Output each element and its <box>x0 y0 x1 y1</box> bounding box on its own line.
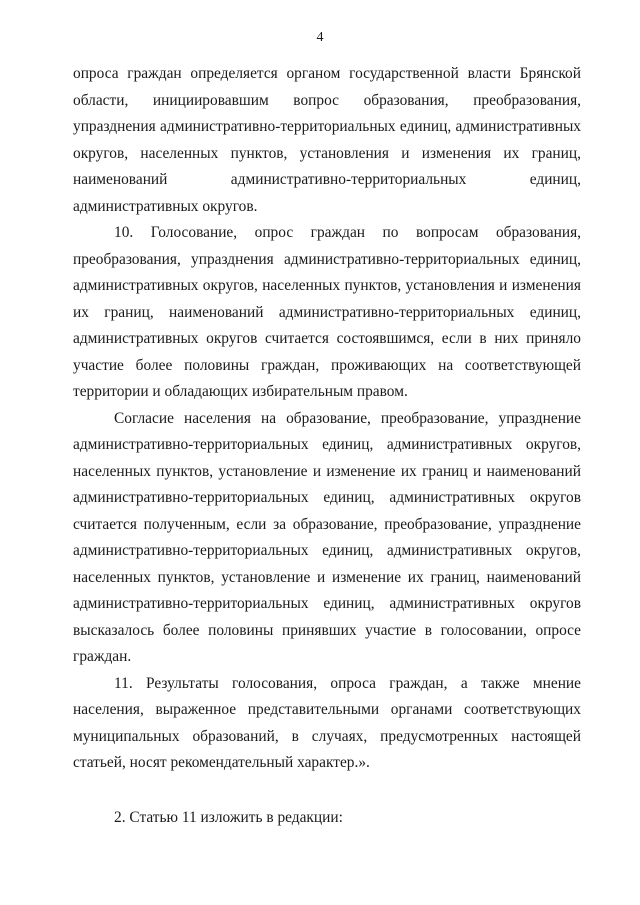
paragraph-item-10: 10. Голосование, опрос граждан по вопросам образования, преобразования, упразднения административно-территориальных единиц, административных округов, населенных пунктов, установления и изменения их границ, наименований административно-территориальных единиц, административных округов считается состоявшимся, если в них приняло участие более половины граждан, проживающих на соответствующей территории и обладающих избирательным правом. <box>73 224 581 400</box>
page-number: 4 <box>316 30 324 45</box>
document-body <box>73 61 581 831</box>
paragraph-item-11: 11. Результаты голосования, опроса граждан, а также мнение населения, выраженное представительными органами соответствующих муниципальных образований, в случаях, предусмотренных настоящей статьей, носят рекомендательный характер.». <box>73 674 581 771</box>
paragraph-consent: Согласие населения на образование, преобразование, упразднение административно-территориальных единиц, административных округов, населенных пунктов, установление и изменение их границ и наименований административно-территориальных единиц, административных округов считается полученным, если за образование, преобразование, упразднение административно-территориальных единиц, административных округов, населенных пунктов, установление и изменение их границ, наименований административно-территориальных единиц, административных округов высказалось более половины принявших участие в голосовании, опросе граждан. <box>73 409 581 665</box>
paragraph-amendment-2: 2. Статью 11 изложить в редакции: <box>114 808 343 826</box>
paragraph-continuation: опроса граждан определяется органом государственной власти Брянской области, инициировавшим вопрос образования, преобразования, упразднения административно-территориальных единиц, административных округов, населенных пунктов, установления и изменения их границ, наименований административно-территориальных единиц, административных округов. <box>73 65 581 215</box>
